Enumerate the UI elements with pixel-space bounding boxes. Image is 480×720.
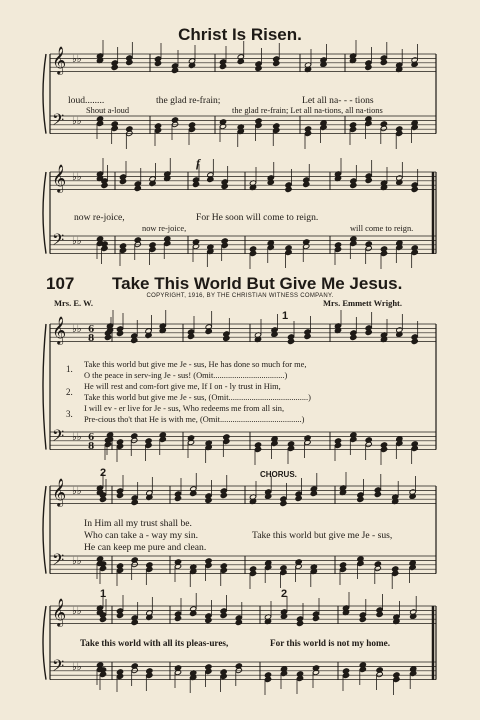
brace	[43, 486, 46, 574]
lyric-lower: will come to reign.	[350, 224, 414, 233]
hymn-title: Take This World But Give Me Jesus.	[112, 274, 403, 293]
key-signature: ♭♭	[72, 486, 82, 497]
time-signature-top: 6	[88, 325, 95, 335]
lyric: Take this world with all its pleas-ures,	[80, 638, 229, 648]
key-signature: ♭♭	[72, 116, 82, 127]
bass-clef-icon: 𝄢	[52, 657, 65, 679]
ending-number: 2	[281, 588, 288, 600]
bass-clef-icon: 𝄢	[52, 231, 65, 253]
composer: Mrs. Emmett Wright.	[323, 298, 403, 308]
bass-clef-icon: 𝄢	[52, 551, 65, 573]
copyright: COPYRIGHT, 1916, BY THE CHRISTIAN WITNESS COMPANY.	[146, 293, 334, 299]
ending-number: 1	[100, 588, 107, 600]
lyric: loud........	[68, 95, 105, 106]
dynamic-mark: f	[196, 156, 200, 170]
verse-line: O the peace in serv-ing Je - sus! (Omit..................................)	[84, 371, 288, 380]
key-signature: ♭♭	[72, 324, 82, 335]
chorus-label: CHORUS.	[260, 470, 297, 479]
key-signature: ♭♭	[72, 606, 82, 617]
lyric: Who can take a - way my sin.	[84, 530, 199, 541]
lyric: For this world is not my home.	[270, 638, 391, 648]
ending-number: 2	[100, 467, 107, 479]
key-signature: ♭♭	[72, 432, 82, 443]
key-signature: ♭♭	[72, 662, 82, 673]
lyric: For He soon will come to reign.	[196, 212, 319, 223]
lyricist: Mrs. E. W.	[54, 298, 93, 308]
verse-number: 3.	[66, 409, 73, 419]
brace	[43, 324, 46, 450]
treble-clef-icon: 𝄞	[52, 598, 67, 626]
ending-number: 1	[282, 310, 289, 322]
key-signature: ♭♭	[72, 54, 82, 65]
lyric-lower: Shout a-loud	[86, 106, 130, 115]
lyric: the glad re-frain;	[156, 95, 221, 106]
time-signature-bottom: 8	[88, 334, 95, 344]
verse-line: Pre-cious tho't that He is with me, (Omit.......................................)	[84, 415, 305, 424]
verse-line: Take this world but give me Je - sus, He has done so much for me,	[84, 360, 307, 369]
verse-number: 2.	[66, 387, 73, 397]
verse-line: He will rest and com-fort give me, If I on - ly trust in Him,	[84, 382, 281, 391]
brace	[43, 54, 46, 134]
bass-clef-icon: 𝄢	[52, 427, 65, 449]
lyric: Take this world but give me Je - sus,	[252, 530, 393, 541]
treble-clef-icon: 𝄞	[52, 478, 67, 506]
treble-clef-icon: 𝄞	[52, 46, 67, 74]
hymn-number: 107	[46, 274, 75, 293]
key-signature: ♭♭	[72, 236, 82, 247]
treble-clef-icon: 𝄞	[52, 164, 67, 192]
verse-line: Take this world but give me Je - sus, (Omit......................................)	[84, 393, 311, 402]
key-signature: ♭♭	[72, 556, 82, 567]
lyric: Let all na- - - tions	[302, 95, 374, 106]
brace	[43, 606, 46, 680]
key-signature: ♭♭	[72, 172, 82, 183]
time-signature-top: 6	[88, 433, 95, 443]
lyric: now re-joice,	[74, 212, 125, 223]
verse-number: 1.	[66, 364, 73, 374]
verse-line: I will ev - er live for Je - sus, Who redeems me from all sin,	[84, 404, 285, 413]
lyric-lower: the glad re-frain; Let all na-tions, all na-tions	[232, 106, 383, 115]
lyric-lower: now re-joice,	[142, 224, 187, 233]
brace	[43, 172, 46, 254]
bass-clef-icon: 𝄢	[52, 111, 65, 133]
lyric: He can keep me pure and clean.	[84, 542, 207, 553]
page-title: Christ Is Risen.	[178, 25, 302, 44]
lyric: In Him all my trust shall be.	[84, 518, 192, 529]
time-signature-bottom: 8	[88, 442, 95, 452]
treble-clef-icon: 𝄞	[52, 316, 67, 344]
